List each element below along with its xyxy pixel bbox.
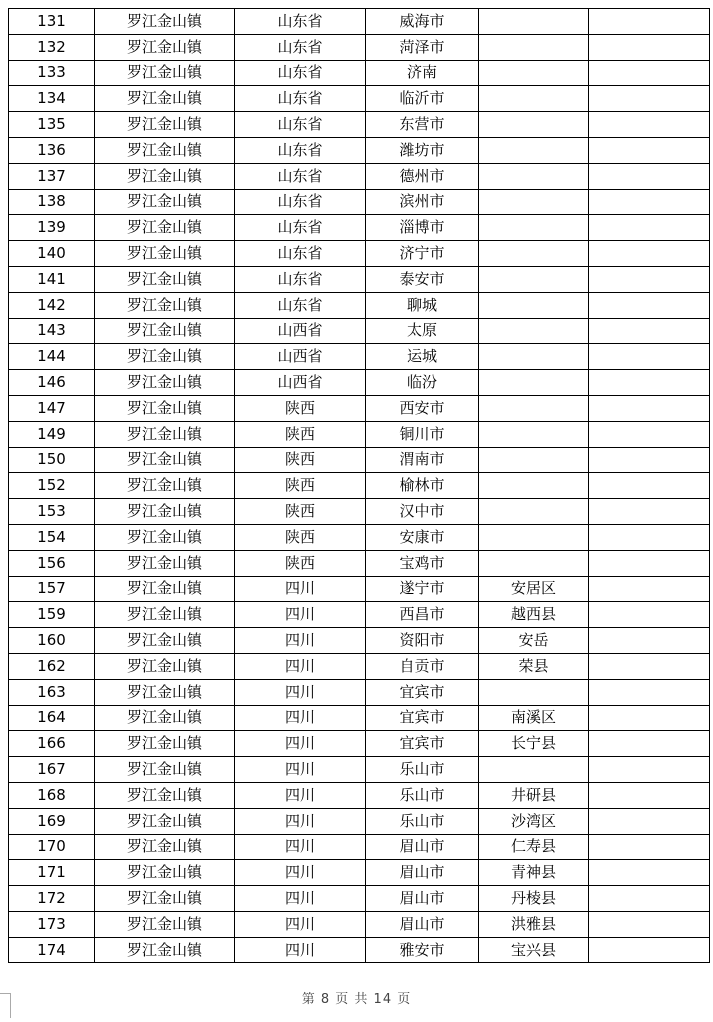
town-cell: 罗江金山镇 (95, 860, 235, 886)
table-body (9, 9, 710, 963)
county-cell (479, 34, 589, 60)
table-row (9, 860, 710, 886)
row-number-cell: 133 (9, 60, 95, 86)
county-cell: 沙湾区 (479, 808, 589, 834)
province-cell: 陕西 (235, 421, 366, 447)
table-row (9, 447, 710, 473)
province-cell: 山东省 (235, 137, 366, 163)
row-number-cell: 169 (9, 808, 95, 834)
city-cell: 宝鸡市 (366, 550, 479, 576)
city-cell: 滨州市 (366, 189, 479, 215)
province-cell: 四川 (235, 860, 366, 886)
city-cell: 菏泽市 (366, 34, 479, 60)
province-cell: 陕西 (235, 524, 366, 550)
county-cell (479, 241, 589, 267)
extra-cell (589, 886, 710, 912)
extra-cell (589, 370, 710, 396)
row-number-cell: 167 (9, 757, 95, 783)
extra-cell (589, 9, 710, 35)
town-cell: 罗江金山镇 (95, 499, 235, 525)
province-cell: 山东省 (235, 9, 366, 35)
extra-cell (589, 344, 710, 370)
table-row (9, 86, 710, 112)
table-row (9, 550, 710, 576)
extra-cell (589, 60, 710, 86)
table-row (9, 292, 710, 318)
province-cell: 山东省 (235, 292, 366, 318)
town-cell: 罗江金山镇 (95, 189, 235, 215)
town-cell: 罗江金山镇 (95, 163, 235, 189)
table-row (9, 524, 710, 550)
extra-cell (589, 215, 710, 241)
town-cell: 罗江金山镇 (95, 421, 235, 447)
extra-cell (589, 602, 710, 628)
extra-cell (589, 653, 710, 679)
extra-cell (589, 112, 710, 138)
county-cell (479, 344, 589, 370)
city-cell: 雅安市 (366, 937, 479, 963)
table-row (9, 163, 710, 189)
extra-cell (589, 550, 710, 576)
row-number-cell: 164 (9, 705, 95, 731)
town-cell: 罗江金山镇 (95, 241, 235, 267)
county-cell: 洪雅县 (479, 911, 589, 937)
province-cell: 山东省 (235, 86, 366, 112)
row-number-cell: 147 (9, 395, 95, 421)
table-row (9, 9, 710, 35)
extra-cell (589, 731, 710, 757)
row-number-cell: 146 (9, 370, 95, 396)
county-cell (479, 163, 589, 189)
city-cell: 乐山市 (366, 808, 479, 834)
extra-cell (589, 34, 710, 60)
town-cell: 罗江金山镇 (95, 576, 235, 602)
county-cell (479, 215, 589, 241)
row-number-cell: 150 (9, 447, 95, 473)
county-cell (479, 524, 589, 550)
row-number-cell: 149 (9, 421, 95, 447)
city-cell: 汉中市 (366, 499, 479, 525)
city-cell: 宜宾市 (366, 679, 479, 705)
town-cell: 罗江金山镇 (95, 215, 235, 241)
town-cell: 罗江金山镇 (95, 292, 235, 318)
city-cell: 淄博市 (366, 215, 479, 241)
city-cell: 泰安市 (366, 266, 479, 292)
province-cell: 四川 (235, 886, 366, 912)
table-row (9, 628, 710, 654)
city-cell: 德州市 (366, 163, 479, 189)
city-cell: 榆林市 (366, 473, 479, 499)
row-number-cell: 156 (9, 550, 95, 576)
row-number-cell: 136 (9, 137, 95, 163)
town-cell: 罗江金山镇 (95, 911, 235, 937)
town-cell: 罗江金山镇 (95, 550, 235, 576)
extra-cell (589, 576, 710, 602)
province-cell: 山东省 (235, 163, 366, 189)
extra-cell (589, 163, 710, 189)
extra-cell (589, 782, 710, 808)
extra-cell (589, 499, 710, 525)
town-cell: 罗江金山镇 (95, 9, 235, 35)
extra-cell (589, 137, 710, 163)
county-cell (479, 60, 589, 86)
row-number-cell: 135 (9, 112, 95, 138)
county-cell (479, 86, 589, 112)
row-number-cell: 163 (9, 679, 95, 705)
extra-cell (589, 911, 710, 937)
city-cell: 遂宁市 (366, 576, 479, 602)
table-row (9, 602, 710, 628)
province-cell: 山东省 (235, 241, 366, 267)
city-cell: 眉山市 (366, 886, 479, 912)
extra-cell (589, 705, 710, 731)
row-number-cell: 170 (9, 834, 95, 860)
county-cell (479, 421, 589, 447)
province-cell: 山东省 (235, 215, 366, 241)
town-cell: 罗江金山镇 (95, 344, 235, 370)
county-cell: 长宁县 (479, 731, 589, 757)
town-cell: 罗江金山镇 (95, 34, 235, 60)
table-row (9, 344, 710, 370)
city-cell: 乐山市 (366, 782, 479, 808)
city-cell: 济南 (366, 60, 479, 86)
row-number-cell: 137 (9, 163, 95, 189)
table-row (9, 215, 710, 241)
county-cell: 仁寿县 (479, 834, 589, 860)
county-cell (479, 9, 589, 35)
city-cell: 西安市 (366, 395, 479, 421)
city-cell: 安康市 (366, 524, 479, 550)
row-number-cell: 162 (9, 653, 95, 679)
row-number-cell: 153 (9, 499, 95, 525)
extra-cell (589, 86, 710, 112)
town-cell: 罗江金山镇 (95, 60, 235, 86)
county-cell (479, 679, 589, 705)
town-cell: 罗江金山镇 (95, 602, 235, 628)
town-cell: 罗江金山镇 (95, 370, 235, 396)
county-cell: 井研县 (479, 782, 589, 808)
town-cell: 罗江金山镇 (95, 266, 235, 292)
county-cell (479, 318, 589, 344)
row-number-cell: 139 (9, 215, 95, 241)
town-cell: 罗江金山镇 (95, 731, 235, 757)
table-row (9, 318, 710, 344)
county-cell: 丹棱县 (479, 886, 589, 912)
town-cell: 罗江金山镇 (95, 808, 235, 834)
town-cell: 罗江金山镇 (95, 757, 235, 783)
province-cell: 四川 (235, 937, 366, 963)
city-cell: 资阳市 (366, 628, 479, 654)
province-cell: 四川 (235, 731, 366, 757)
row-number-cell: 131 (9, 9, 95, 35)
extra-cell (589, 395, 710, 421)
province-cell: 四川 (235, 576, 366, 602)
city-cell: 眉山市 (366, 911, 479, 937)
town-cell: 罗江金山镇 (95, 628, 235, 654)
row-number-cell: 132 (9, 34, 95, 60)
province-cell: 山西省 (235, 370, 366, 396)
row-number-cell: 140 (9, 241, 95, 267)
extra-cell (589, 757, 710, 783)
city-cell: 太原 (366, 318, 479, 344)
extra-cell (589, 679, 710, 705)
county-cell (479, 189, 589, 215)
county-cell: 荣县 (479, 653, 589, 679)
extra-cell (589, 628, 710, 654)
table-row (9, 782, 710, 808)
table-row (9, 421, 710, 447)
extra-cell (589, 241, 710, 267)
row-number-cell: 174 (9, 937, 95, 963)
town-cell: 罗江金山镇 (95, 395, 235, 421)
city-cell: 自贡市 (366, 653, 479, 679)
province-cell: 陕西 (235, 499, 366, 525)
province-cell: 山东省 (235, 266, 366, 292)
province-cell: 陕西 (235, 550, 366, 576)
city-cell: 宜宾市 (366, 705, 479, 731)
table-row (9, 834, 710, 860)
extra-cell (589, 421, 710, 447)
table-row (9, 370, 710, 396)
extra-cell (589, 318, 710, 344)
extra-cell (589, 808, 710, 834)
table-row (9, 808, 710, 834)
province-cell: 四川 (235, 757, 366, 783)
city-cell: 宜宾市 (366, 731, 479, 757)
city-cell: 铜川市 (366, 421, 479, 447)
province-cell: 山东省 (235, 60, 366, 86)
town-cell: 罗江金山镇 (95, 447, 235, 473)
town-cell: 罗江金山镇 (95, 886, 235, 912)
province-cell: 四川 (235, 705, 366, 731)
table-row (9, 911, 710, 937)
row-number-cell: 134 (9, 86, 95, 112)
town-cell: 罗江金山镇 (95, 112, 235, 138)
county-cell (479, 395, 589, 421)
table-row (9, 731, 710, 757)
row-number-cell: 172 (9, 886, 95, 912)
row-number-cell: 152 (9, 473, 95, 499)
table-row (9, 137, 710, 163)
town-cell: 罗江金山镇 (95, 137, 235, 163)
extra-cell (589, 266, 710, 292)
town-cell: 罗江金山镇 (95, 86, 235, 112)
row-number-cell: 154 (9, 524, 95, 550)
province-cell: 陕西 (235, 473, 366, 499)
county-cell (479, 473, 589, 499)
extra-cell (589, 189, 710, 215)
county-cell: 安岳 (479, 628, 589, 654)
city-cell: 眉山市 (366, 834, 479, 860)
table-row (9, 705, 710, 731)
row-number-cell: 166 (9, 731, 95, 757)
county-cell: 南溪区 (479, 705, 589, 731)
county-cell (479, 266, 589, 292)
city-cell: 潍坊市 (366, 137, 479, 163)
table-row (9, 189, 710, 215)
table-row (9, 757, 710, 783)
province-cell: 四川 (235, 653, 366, 679)
extra-cell (589, 834, 710, 860)
county-cell: 安居区 (479, 576, 589, 602)
table-row (9, 886, 710, 912)
county-cell (479, 370, 589, 396)
table-row (9, 576, 710, 602)
province-cell: 山西省 (235, 318, 366, 344)
table-row (9, 937, 710, 963)
province-cell: 山西省 (235, 344, 366, 370)
row-number-cell: 160 (9, 628, 95, 654)
city-cell: 临沂市 (366, 86, 479, 112)
province-cell: 陕西 (235, 447, 366, 473)
county-cell: 越西县 (479, 602, 589, 628)
city-cell: 乐山市 (366, 757, 479, 783)
county-cell (479, 550, 589, 576)
table-row (9, 60, 710, 86)
extra-cell (589, 473, 710, 499)
data-table (8, 8, 710, 963)
town-cell: 罗江金山镇 (95, 473, 235, 499)
province-cell: 四川 (235, 834, 366, 860)
county-cell (479, 292, 589, 318)
page-number-footer: 第 8 页 共 14 页 (301, 992, 412, 1007)
province-cell: 四川 (235, 808, 366, 834)
row-number-cell: 173 (9, 911, 95, 937)
table-row (9, 473, 710, 499)
row-number-cell: 143 (9, 318, 95, 344)
row-number-cell: 141 (9, 266, 95, 292)
row-number-cell: 157 (9, 576, 95, 602)
county-cell (479, 757, 589, 783)
row-number-cell: 142 (9, 292, 95, 318)
row-number-cell: 138 (9, 189, 95, 215)
province-cell: 四川 (235, 911, 366, 937)
county-cell: 宝兴县 (479, 937, 589, 963)
county-cell: 青神县 (479, 860, 589, 886)
city-cell: 聊城 (366, 292, 479, 318)
city-cell: 渭南市 (366, 447, 479, 473)
city-cell: 威海市 (366, 9, 479, 35)
extra-cell (589, 524, 710, 550)
town-cell: 罗江金山镇 (95, 653, 235, 679)
town-cell: 罗江金山镇 (95, 705, 235, 731)
city-cell: 济宁市 (366, 241, 479, 267)
county-cell (479, 137, 589, 163)
province-cell: 山东省 (235, 112, 366, 138)
table-row (9, 679, 710, 705)
table-row (9, 653, 710, 679)
town-cell: 罗江金山镇 (95, 937, 235, 963)
row-number-cell: 144 (9, 344, 95, 370)
city-cell: 东营市 (366, 112, 479, 138)
city-cell: 临汾 (366, 370, 479, 396)
row-number-cell: 171 (9, 860, 95, 886)
extra-cell (589, 937, 710, 963)
table-row (9, 395, 710, 421)
town-cell: 罗江金山镇 (95, 834, 235, 860)
table-row (9, 241, 710, 267)
province-cell: 山东省 (235, 34, 366, 60)
province-cell: 四川 (235, 782, 366, 808)
row-number-cell: 168 (9, 782, 95, 808)
table-row (9, 266, 710, 292)
province-cell: 四川 (235, 628, 366, 654)
town-cell: 罗江金山镇 (95, 782, 235, 808)
town-cell: 罗江金山镇 (95, 524, 235, 550)
city-cell: 运城 (366, 344, 479, 370)
province-cell: 四川 (235, 602, 366, 628)
city-cell: 眉山市 (366, 860, 479, 886)
province-cell: 陕西 (235, 395, 366, 421)
county-cell (479, 112, 589, 138)
province-cell: 山东省 (235, 189, 366, 215)
province-cell: 四川 (235, 679, 366, 705)
table-row (9, 499, 710, 525)
table-row (9, 112, 710, 138)
town-cell: 罗江金山镇 (95, 318, 235, 344)
town-cell: 罗江金山镇 (95, 679, 235, 705)
extra-cell (589, 292, 710, 318)
table-row (9, 34, 710, 60)
county-cell (479, 499, 589, 525)
county-cell (479, 447, 589, 473)
city-cell: 西昌市 (366, 602, 479, 628)
extra-cell (589, 860, 710, 886)
row-number-cell: 159 (9, 602, 95, 628)
extra-cell (589, 447, 710, 473)
